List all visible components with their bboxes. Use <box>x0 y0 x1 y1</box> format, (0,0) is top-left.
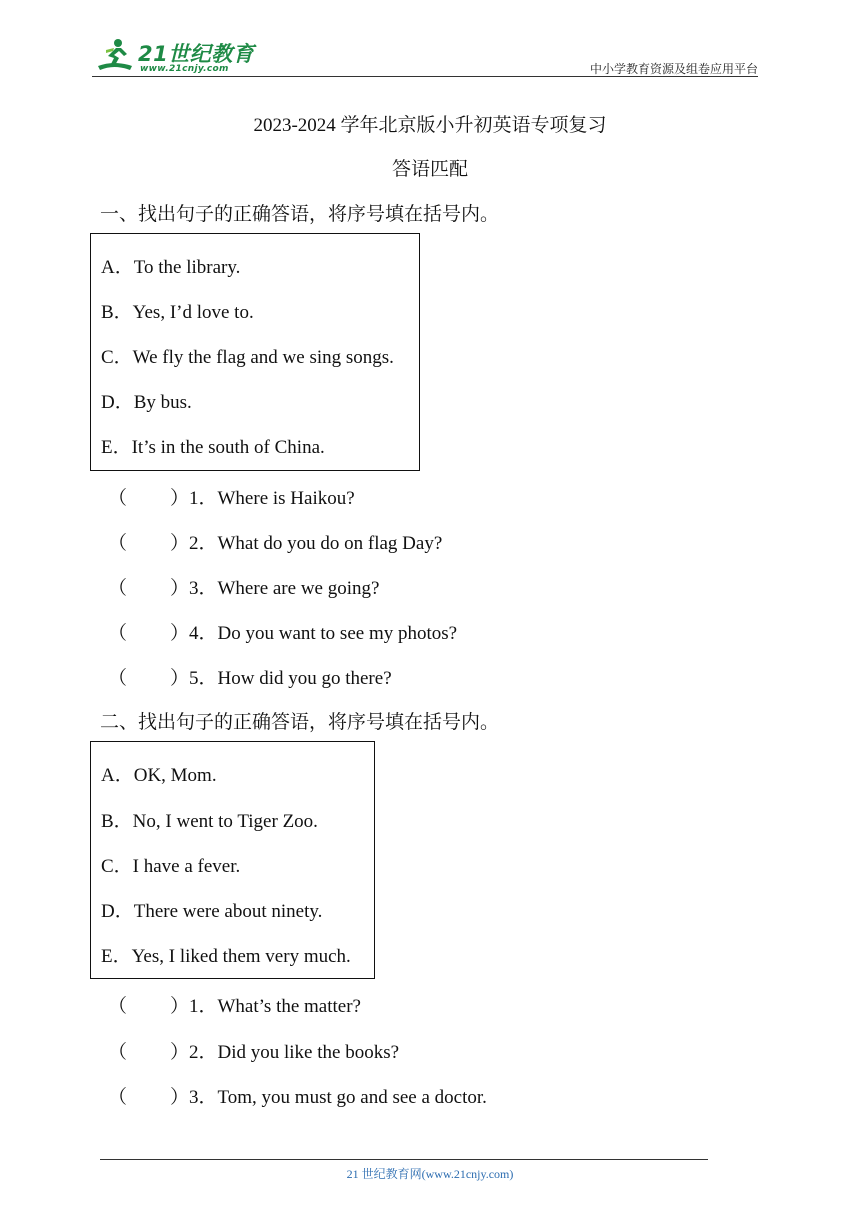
site-logo <box>92 36 262 76</box>
section-2-heading: 二、找出句子的正确答语，将序号填在括号内。 <box>100 712 500 733</box>
answer-blank[interactable]: （ <box>108 1042 128 1063</box>
page-subtitle: 答语匹配 <box>391 159 468 180</box>
question-text: ）3．Tom, you must go and see a doctor. <box>170 1087 487 1108</box>
footer-text[interactable]: 21 世纪教育网(www.21cnjy.com) <box>346 1167 514 1181</box>
question-item <box>108 1082 487 1109</box>
answer-blank[interactable]: （ <box>108 533 128 554</box>
option-item: B．Yes, I’d love to. <box>101 302 254 323</box>
footer-divider <box>100 1159 708 1160</box>
question-item <box>108 618 457 645</box>
question-text: ）4．Do you want to see my photos? <box>170 623 458 644</box>
question-text: ）2．Did you like the books? <box>170 1042 400 1063</box>
option-item: D．By bus. <box>101 392 192 413</box>
logo-url-text: www.21cnjy.com <box>140 64 229 74</box>
page-header <box>92 30 758 78</box>
question-item <box>108 991 361 1018</box>
question-text: ）5．How did you go there? <box>170 668 392 689</box>
option-item: B．No, I went to Tiger Zoo. <box>101 811 318 832</box>
section-1-options-box <box>90 233 420 471</box>
question-item <box>108 528 442 555</box>
option-item: E．It’s in the south of China. <box>101 437 325 458</box>
option-item: A．OK, Mom. <box>101 765 217 786</box>
answer-blank[interactable]: （ <box>108 668 128 689</box>
question-item <box>108 1037 399 1064</box>
answer-blank[interactable]: （ <box>108 996 128 1017</box>
section-2-options-box <box>90 741 375 979</box>
answer-blank[interactable]: （ <box>108 488 128 509</box>
option-item: D．There were about ninety. <box>101 901 323 922</box>
logo-brand-text: 21世纪教育 <box>138 42 255 66</box>
option-item: C．We fly the flag and we sing songs. <box>101 347 394 368</box>
answer-blank[interactable]: （ <box>108 623 128 644</box>
question-text: ）2．What do you do on flag Day? <box>170 533 443 554</box>
question-item <box>108 483 355 510</box>
page-title: 2023-2024 学年北京版小升初英语专项复习 <box>253 115 607 136</box>
header-divider <box>92 76 758 77</box>
runner-logo-icon <box>94 36 134 76</box>
option-item: E．Yes, I liked them very much. <box>101 946 351 967</box>
answer-blank[interactable]: （ <box>108 578 128 599</box>
question-text: ）1．What’s the matter? <box>170 996 361 1017</box>
answer-blank[interactable]: （ <box>108 1087 128 1108</box>
platform-label: 中小学教育资源及组卷应用平台 <box>589 62 758 76</box>
option-item: C．I have a fever. <box>101 856 241 877</box>
option-item: A．To the library. <box>101 257 241 278</box>
question-item <box>108 663 392 690</box>
section-1-heading: 一、找出句子的正确答语，将序号填在括号内。 <box>100 204 500 225</box>
question-text: ）1．Where is Haikou? <box>170 488 355 509</box>
question-item <box>108 573 379 600</box>
question-text: ）3．Where are we going? <box>170 578 380 599</box>
